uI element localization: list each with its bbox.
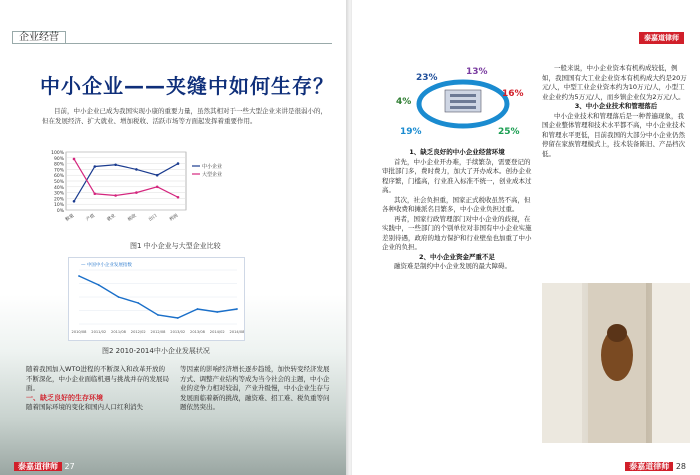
chart2-point <box>137 302 139 304</box>
chart1-point <box>114 194 117 197</box>
paragraph: 等因素的影响经济增长逐步趋缓，加快转变经济发展方式、调整产业结构等成为当今社会的主题，中小企业的竞争力相对较弱，产业升级慢，中小企业生存与发展面临着新的挑战，融资难、招工难、税负重等问题依然突出。 <box>180 365 330 411</box>
right-column-1 <box>382 148 532 272</box>
stat-label: 25% <box>498 127 520 137</box>
chart1-xtick-label: 利润 <box>168 213 180 223</box>
chart1-point <box>114 163 117 166</box>
stat-label: 4% <box>396 97 412 107</box>
chart2-xtick-label: 2010/08 <box>71 330 87 334</box>
chart1-point <box>156 174 159 177</box>
chart1-point <box>177 162 180 165</box>
stat-label: 16% <box>502 89 524 99</box>
building-window <box>450 94 476 97</box>
chart1-point <box>94 192 97 195</box>
page-footer-right <box>625 461 686 472</box>
chart1-legend-label: 大型企业 <box>202 172 223 178</box>
right-column-2 <box>542 64 690 159</box>
chart1 <box>44 148 232 234</box>
chart1-point <box>135 168 138 171</box>
chart1-caption: 图1 中小企业与大型企业比较 <box>130 242 221 250</box>
tree-photo <box>542 283 690 443</box>
building-window <box>450 100 476 103</box>
publisher-badge: 泰嘉道律师 <box>639 32 684 44</box>
footer-badge: 泰嘉道律师 <box>625 462 673 471</box>
chart1-ytick-label: 50% <box>53 180 64 185</box>
chart2-legend-label: — 中国中小企业发展指数 <box>81 263 132 268</box>
chart1-ytick-label: 100% <box>51 151 64 156</box>
building-window <box>450 106 476 109</box>
chart1-ytick-label: 20% <box>53 197 64 203</box>
chart2-xtick-label: 2014/02 <box>209 330 225 334</box>
chart2-point <box>78 275 80 277</box>
page-footer-left <box>14 461 75 472</box>
chart2-point <box>157 314 159 316</box>
chart2-xtick-label: 2013/08 <box>190 330 205 334</box>
right-page <box>352 0 700 475</box>
paragraph: 一般来说，中小企业资本有机构成较低，例如，我国国有大工业企业资本有机构成大约是20万元/人，中型工业企业资本约为10万元/人，小型工业企业约为5万元/人，而乡镇企业仅为2万元/人。 <box>542 64 687 101</box>
chart1-point <box>156 186 159 189</box>
chart1-xtick-label: 税收 <box>127 213 138 223</box>
chart2-caption: 图2 2010-2014中小企业发展状况 <box>102 347 210 355</box>
birch-trunk <box>652 283 690 443</box>
chart1-point <box>73 158 76 161</box>
chart2-xtick-label: 2012/08 <box>150 330 166 334</box>
chart1-ytick-label: 90% <box>53 156 64 162</box>
left-column-2 <box>180 365 330 413</box>
infographic-svg <box>390 64 536 139</box>
paragraph: 中小企业技术和管理落后是一种普遍现象，我国企业整体管理和技术水平都不高，中小企业技术和管理水平更低，目前我国的大部分中小企业仍然停留在家族管理模式上，技术装备陈旧、产品档次低。 <box>542 111 685 158</box>
chart2-xtick-label: 2014/08 <box>229 330 244 334</box>
article-intro: 目前，中小企业已成为我国实现小康的重要力量，虽然其相对于一些大型企业来讲是很弱小的，但在发展经济、扩大就业、增加税收、活跃市场等方面起发挥着重要作用。 <box>42 107 327 125</box>
section-heading: 1、缺乏良好的中小企业经营环境 <box>409 148 505 156</box>
chart2-xtick-label: 2011/02 <box>91 330 107 334</box>
chart2-xtick-label: 2012/02 <box>130 330 146 334</box>
chart2-point <box>216 311 218 313</box>
chart2-point <box>177 317 179 319</box>
paragraph: 随着国际环境的变化和国内人口红利消失 <box>26 403 143 411</box>
paragraph: 融资难是制约中小企业发展的最大障碍。 <box>394 262 511 270</box>
tree-photo-svg <box>542 283 690 443</box>
left-page <box>0 0 348 475</box>
section-tag <box>12 28 332 44</box>
page-number-left: 27 <box>64 462 75 471</box>
chart2-point <box>197 308 199 310</box>
chart1-xtick-label: 就业 <box>106 213 117 223</box>
section-tag-label: 企业经营 <box>12 31 66 44</box>
chart1-ytick-label: 70% <box>53 168 64 174</box>
article-headline: 中小企业——夹缝中如何生存？ <box>40 74 334 98</box>
chart1-point <box>94 165 97 168</box>
chart2-point <box>98 284 100 286</box>
chart1-ytick-label: 30% <box>53 191 64 197</box>
birch-trunk <box>542 283 582 443</box>
infographic <box>390 64 536 139</box>
chart1-ytick-label: 0% <box>56 209 64 214</box>
stat-label: 23% <box>416 73 438 83</box>
paragraph: 其次，社会负担重，国家正式税收虽然不高，但各种收费和摊派名目繁多，中小企业负担过重。 <box>382 195 531 213</box>
chart2 <box>68 257 245 341</box>
chart1-xtick-label: 产值 <box>85 213 96 223</box>
chart2-xtick-label: 2011/08 <box>111 330 126 334</box>
chart2-point <box>118 296 120 298</box>
chart1-ytick-label: 80% <box>53 162 64 168</box>
left-column-1 <box>26 365 171 413</box>
chart1-point <box>135 191 138 194</box>
chart1-xtick-label: 数量 <box>64 213 76 223</box>
paragraph: 随着我国加入WTO进程的不断深入和改革开放的不断深化，中小企业面临机遇与挑战并存的发展局面。 <box>26 365 169 392</box>
stat-label: 19% <box>400 127 422 137</box>
chart1-svg <box>44 148 232 234</box>
footer-badge: 泰嘉道律师 <box>14 462 62 471</box>
chart1-point <box>177 196 180 199</box>
paragraph: 首先，中小企业开办难，手续繁杂，需要登记的审批部门多，费时费力，加大了开办成本。创办企业程序繁，门槛高，行业准入标准不统一，创业成本过高。 <box>382 157 532 194</box>
section-heading: 2、中小企业资金严重不足 <box>418 252 496 261</box>
chart1-ytick-label: 10% <box>53 203 64 209</box>
chart1-ytick-label: 60% <box>53 174 64 180</box>
chart1-xtick-label: 出口 <box>148 213 159 223</box>
paragraph: 再者，国家行政管理部门对中小企业的歧视，在实践中，一些部门的个别单位对非国有中小企业实施差别待遇，政府的地方保护和行业壁垒也加重了中小企业的负担。 <box>382 214 532 251</box>
page-number-right: 28 <box>675 462 686 471</box>
section-heading: 一、缺乏良好的生存环境 <box>26 393 103 402</box>
chart2-point <box>236 308 238 310</box>
chart2-svg <box>69 258 244 340</box>
section-heading: 3、中小企业技术和管理落后 <box>574 102 658 110</box>
chart2-xtick-label: 2013/02 <box>170 330 186 334</box>
chart1-point <box>73 200 76 203</box>
chart1-ytick-label: 40% <box>53 185 64 191</box>
stat-label: 13% <box>466 67 488 77</box>
chart1-legend-label: 中小企业 <box>202 164 223 170</box>
dog-head <box>607 324 627 342</box>
